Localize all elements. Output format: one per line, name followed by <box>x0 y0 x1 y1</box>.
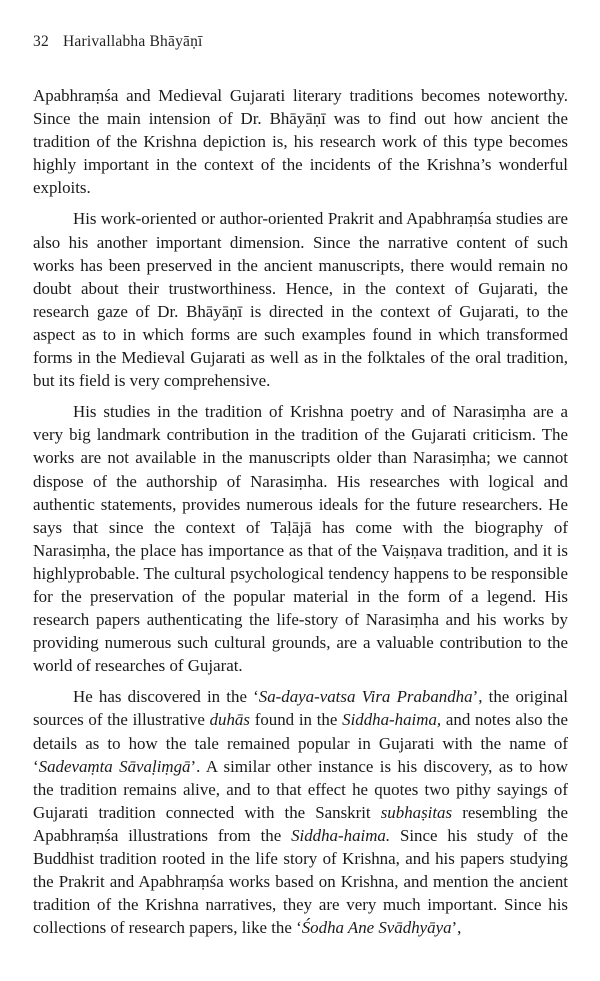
running-head <box>33 33 203 51</box>
text-segment: He has discovered in the ‘ <box>73 687 259 707</box>
text-segment: Since his study of the Buddhist tradition rooted in the life story of Krishna, and his papers studying the Prakrit and Apabhraṃśa works based on Krishna, and mention the ancient tradition of the Krishna narratives, they are very much important. Since his collections of research papers, like the ‘ <box>33 825 568 938</box>
text-segment: ’. A similar other instance is his discovery, as to how the tradition remains alive, and to that effect he quotes two pithy sayings of Gujarati tradition connected with the Sanskrit <box>33 756 568 822</box>
paragraph-4 <box>33 685 568 939</box>
italic-title-segment: Sadevaṃta Sāvaḷiṃgā <box>38 756 191 776</box>
italic-title-segment: Siddha-haima. <box>291 825 391 845</box>
paragraph-1 <box>33 84 568 199</box>
text-segment: His studies in the tradition of Krishna poetry and of Narasiṃha are a very big landmark contribution in the tradition of the Gujarati criticism. The works are not available in the manuscripts older than Narasiṃha; we cannot dispose of the authorship of Narasiṃha. His researches with logical and authentic statements, provides numerous ideals for the future researchers. He says that since the context of Taḷājā has come with the biography of Narasiṃha, the place has importance as that of the Vaiṣṇava tradition, and it is highlyprobable. The cultural psychological tendency happens to be responsible for the preservation of the popular material in the form of a legend. His research papers authenticating the life-story of Narasiṃha and his works by providing numerous such cultural grounds, are a valuable contribution to the world of researches of Gujarat. <box>33 402 568 676</box>
text-segment: found in the <box>249 710 343 730</box>
text-segment: resembling the Apabhraṃśa illustrations from the <box>33 802 568 845</box>
italic-title-segment: Sa-daya-vatsa Vira Prabandha <box>258 687 473 707</box>
text-segment: His work-oriented or author-oriented Prakrit and Apabhraṃśa studies are also his another important dimension. Since the narrative content of such works has been preserved in the ancient manuscripts, there would remain no doubt about their trustworthiness. Hence, in the context of Gujarati, the research gaze of Dr. Bhāyāṇī is directed in the context of Gujarati, to the aspect as to in which forms are such examples found in which transformed forms in the Medieval Gujarati as well as in the folktales of the oral tradition, but its field is very comprehensive. <box>33 209 568 391</box>
text-segment: Apabhraṃśa and Medieval Gujarati literary traditions becomes noteworthy. Since the main intension of Dr. Bhāyāṇī was to find out how ancient the tradition of the Krishna depiction is, his research work of this type becomes highly important in the context of the incidents of the Krishna’s wonderful exploits. <box>33 86 568 198</box>
running-title: Harivallabha Bhāyāṇī <box>62 33 203 50</box>
text-segment: ’, the original sources of the illustrative <box>33 687 568 730</box>
text-segment: and notes also the details as to how the tale remained popular in Gujarati with the name of ‘ <box>33 710 568 776</box>
italic-title-segment: Siddha-haima, <box>342 710 442 730</box>
text-segment: ’, <box>451 918 462 938</box>
page-number: 32 <box>33 33 49 50</box>
paragraph-3 <box>33 400 568 677</box>
body-text <box>33 84 568 947</box>
paragraph-2 <box>33 207 568 392</box>
italic-term-segment: duhās <box>209 710 250 730</box>
italic-title-segment: Śodha Ane Svādhyāya <box>301 918 452 938</box>
italic-term-segment: subhaṣitas <box>380 802 453 822</box>
